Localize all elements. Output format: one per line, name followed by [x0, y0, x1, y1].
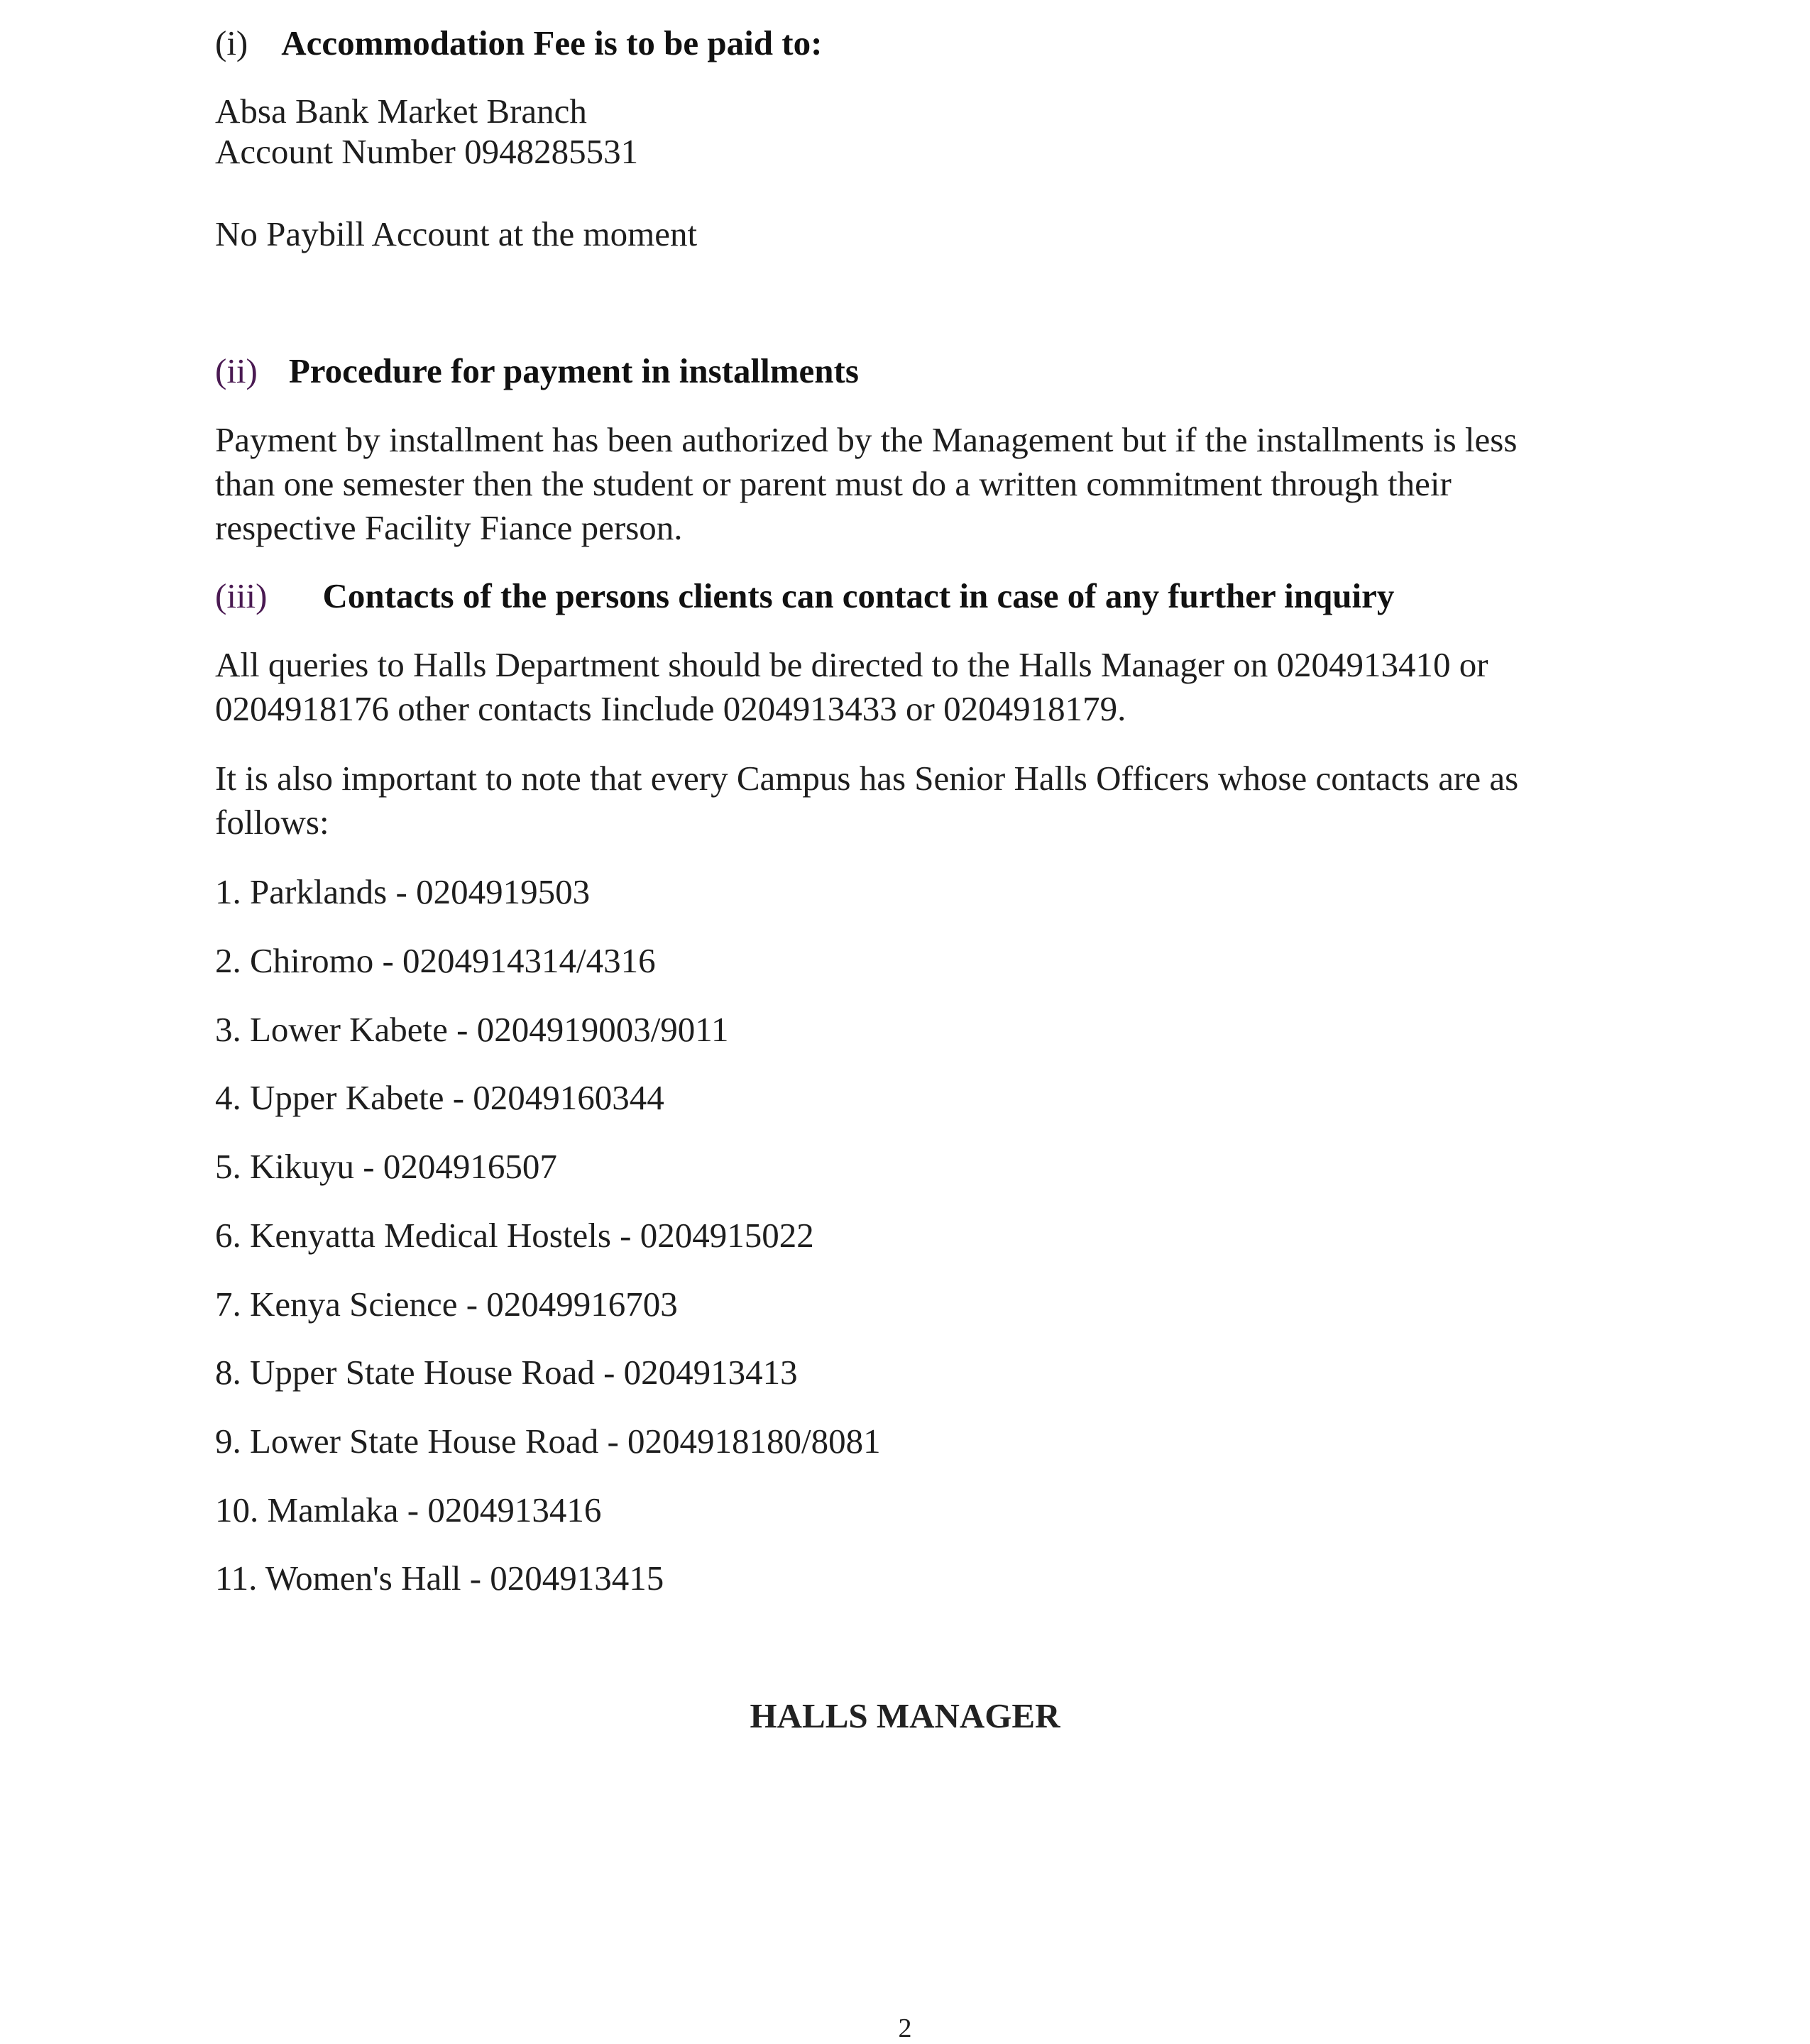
section-ii-title: Procedure for payment in installments	[288, 351, 859, 390]
section-iii-title: Contacts of the persons clients can contact in case of any further inquiry	[322, 576, 1395, 615]
account-number-line: Account Number 0948285531	[215, 132, 639, 171]
contact-item: 8. Upper State House Road - 0204913413	[215, 1353, 798, 1392]
contact-item: 3. Lower Kabete - 0204919003/9011	[215, 1010, 729, 1049]
queries-line-2: 0204918176 other contacts Iinclude 0204913433 or 0204918179.	[215, 689, 1126, 728]
installment-paragraph	[215, 418, 1564, 550]
bank-branch-line: Absa Bank Market Branch	[215, 92, 587, 131]
section-iii-heading	[215, 574, 1394, 618]
contact-item: 6. Kenyatta Medical Hostels - 0204915022	[215, 1216, 814, 1255]
section-i-title: Accommodation Fee is to be paid to:	[281, 23, 823, 62]
contact-item: 7. Kenya Science - 02049916703	[215, 1285, 678, 1324]
installment-line-2: than one semester then the student or parent must do a written commitment through their	[215, 464, 1452, 503]
section-iii-number: (iii)	[215, 576, 268, 615]
signature-halls-manager: HALLS MANAGER	[750, 1696, 1060, 1735]
contact-item: 10. Mamlaka - 0204913416	[215, 1490, 602, 1529]
contact-item: 9. Lower State House Road - 0204918180/8081	[215, 1422, 881, 1461]
section-i-heading	[215, 21, 822, 65]
contact-item: 11. Women's Hall - 0204913415	[215, 1559, 664, 1598]
installment-line-1: Payment by installment has been authorized by the Management but if the installments is less	[215, 420, 1518, 459]
paybill-line: No Paybill Account at the moment	[215, 214, 698, 253]
section-ii-heading	[215, 349, 859, 393]
campus-note-paragraph	[215, 757, 1564, 845]
section-ii-number: (ii)	[215, 351, 258, 390]
installment-line-3: respective Facility Fiance person.	[215, 508, 683, 547]
contact-item: 1. Parklands - 0204919503	[215, 872, 591, 911]
queries-paragraph	[215, 643, 1564, 731]
queries-line-1: All queries to Halls Department should be directed to the Halls Manager on 0204913410 or	[215, 645, 1488, 684]
campus-note-line-1: It is also important to note that every Campus has Senior Halls Officers whose contacts are as	[215, 759, 1519, 798]
contact-item: 4. Upper Kabete - 02049160344	[215, 1078, 664, 1117]
page-number: 2	[898, 2013, 912, 2043]
section-i-number: (i)	[215, 23, 248, 62]
campus-note-line-2: follows:	[215, 803, 329, 842]
contact-item: 2. Chiromo - 0204914314/4316	[215, 941, 656, 980]
contact-item: 5. Kikuyu - 0204916507	[215, 1147, 557, 1186]
